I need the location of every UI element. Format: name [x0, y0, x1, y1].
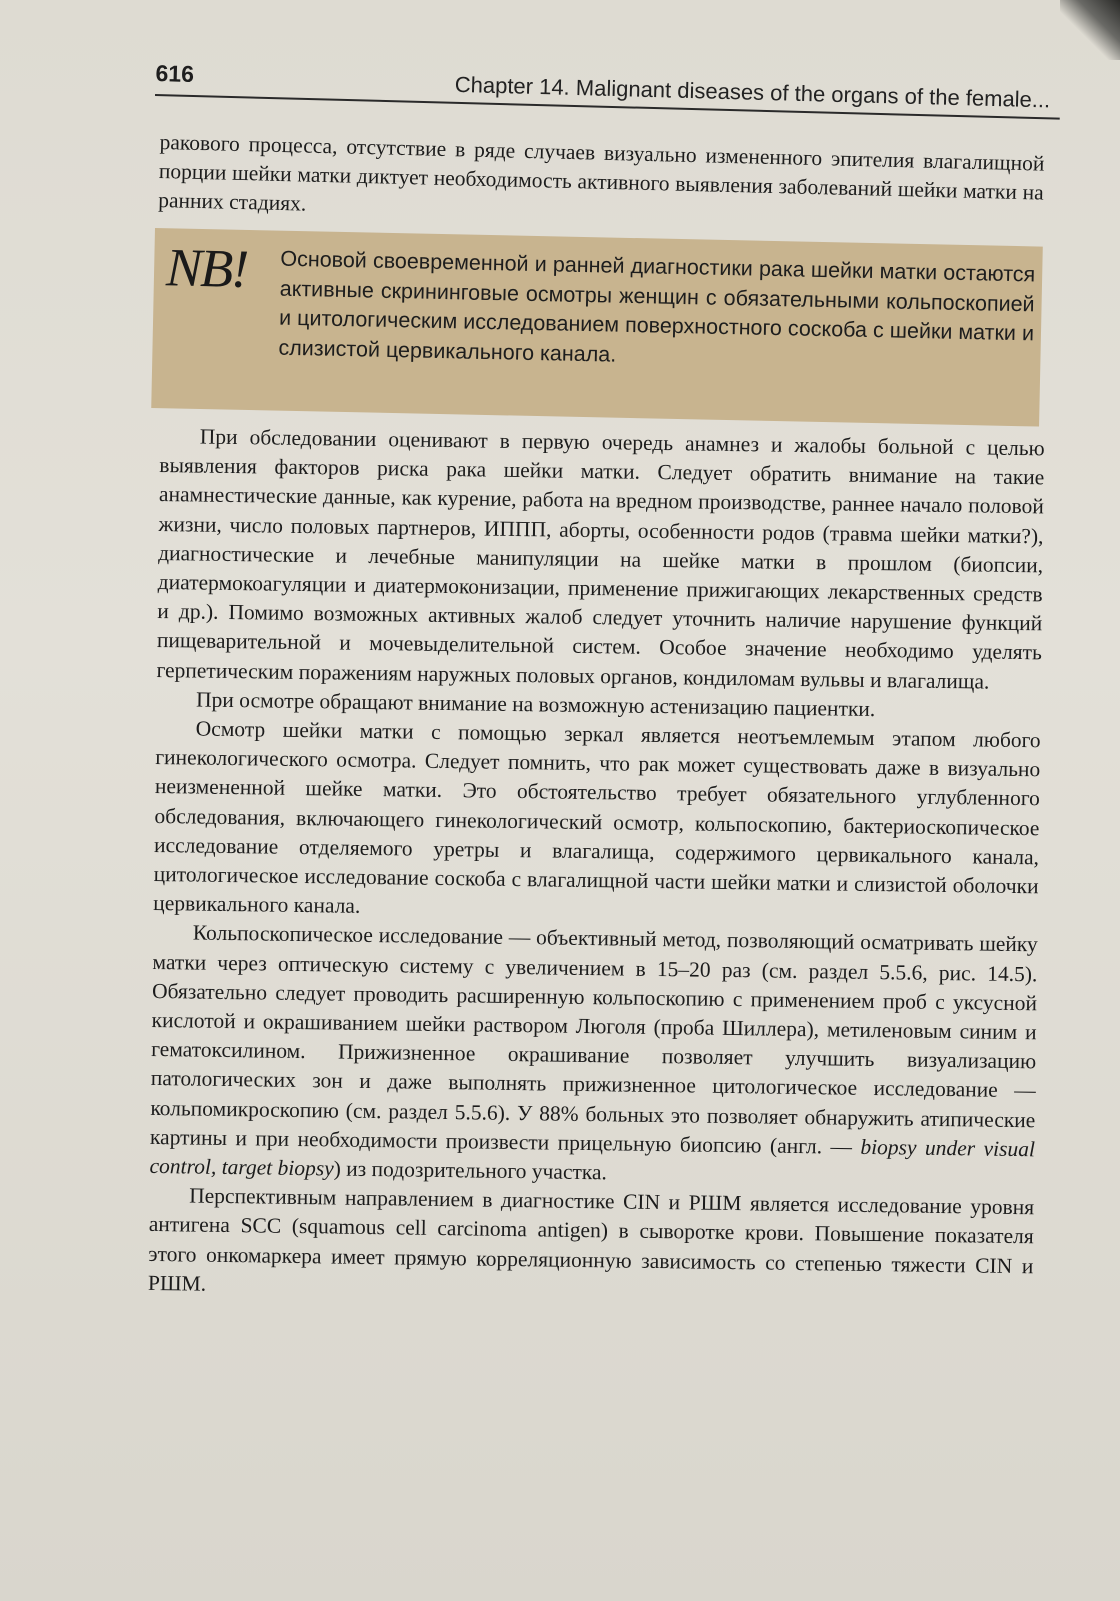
page-number: 616	[155, 59, 195, 87]
intro-text: ракового процесса, отсутствие в ряде случаев визуально измененного эпителия влагалищной порции шейки матки диктует необходимость активного выявления заболеваний шейки матки на ранних стадиях.	[157, 129, 1045, 216]
paragraph-inspection: При осмотре обращают внимание на возможную астенизацию пациентки.	[195, 687, 876, 721]
colposcopy-text-a: Кольпоскопическое исследование — объективный метод, позволяющий осматривать шейку матки через оптическую систему с увеличением в 15–20 раз (см. раздел 5.5.6, рис. 14.5). Обязательно следует проводить расширенную кольпоскопию с применением проб с уксусной кислотой и окрашиванием шейки раствором Люголя (проба Шиллера), метиленовым синим и гематоксилином. Прижизненное окрашивание позволяет улучшить визуализацию патологических зон и даже выполнять прижизненное цитологическое исследование — кольпомикроскопию (см. раздел 5.5.6). У 88% больных это позволяет обнаружить атипические картины и при необходимости произвести прицельную биопсию (англ. —	[149, 920, 1038, 1159]
paragraph-anamnesis: При обследовании оценивают в первую очередь анамнез и жалобы больной с целью выявления факторов риска рака шейки матки. Следует обратить внимание на такие анамнестические данные, как курение, работа на вредном производстве, раннее начало половой жизни, число половых партнеров, ИППП, аборты, особенности родов (травма шейки матки?), диагностические и лечебные манипуляции на шейке матки в прошлом (биопсии, диатермокоагуляции и диатермоконизации, применение прижигающих лекарственных средств и др.). Помимо возможных активных жалоб следует уточнить наличие нарушение функций пищеварительной и мочевыделительной систем. Особое значение необходимо уделять герпетическим поражениям наружных половых органов, кондиломам вульвы и влагалища.	[156, 424, 1045, 694]
colposcopy-text-b: ) из подозрительного участка.	[333, 1156, 608, 1185]
page-corner-shadow	[1060, 0, 1120, 60]
paragraph-colposcopy	[149, 918, 1038, 1193]
nb-text: Основой своевременной и ранней диагностики рака шейки матки остаются активные скрининговые осмотры женщин с обязательными кольпоскопией и цитологическим исследованием поверхностного соскоба с шейки матки и слизистой цервикального канала.	[278, 246, 1036, 367]
nb-label: NB!	[165, 237, 248, 299]
body-text	[148, 422, 1045, 1310]
colposcopy-english-term: biopsy under visual control, target biopsy	[149, 1134, 1036, 1181]
paragraph-speculum-exam: Осмотр шейки матки с помощью зеркал является неотъемлемым этапом любого гинекологического осмотра. Следует помнить, что рак может существовать даже в визуально неизмененной шейке матки. Это обстоятельство требует обязательного углубленного обследования, включающего гинекологический осмотр, кольпоскопию, бактериоскопическое исследование отделяемого уретры и влагалища, содержимого цервикального канала, цитологическое исследование соскоба с влагалищной части шейки матки и слизистой оболочки цервикального канала.	[153, 716, 1041, 919]
nb-callout	[151, 228, 1043, 427]
running-head: Chapter 14. Malignant diseases of the organs of the female...	[454, 71, 1051, 113]
paragraph-scc-antigen: Перспективным направлением в диагностике CIN и РШМ является исследование уровня антигена SCC (squamous cell carcinoma antigen) в сыворотке крови. Повышение показателя этого онкомаркера имеет прямую корреляционную зависимость со степенью тяжести CIN и РШМ.	[147, 1183, 1035, 1296]
